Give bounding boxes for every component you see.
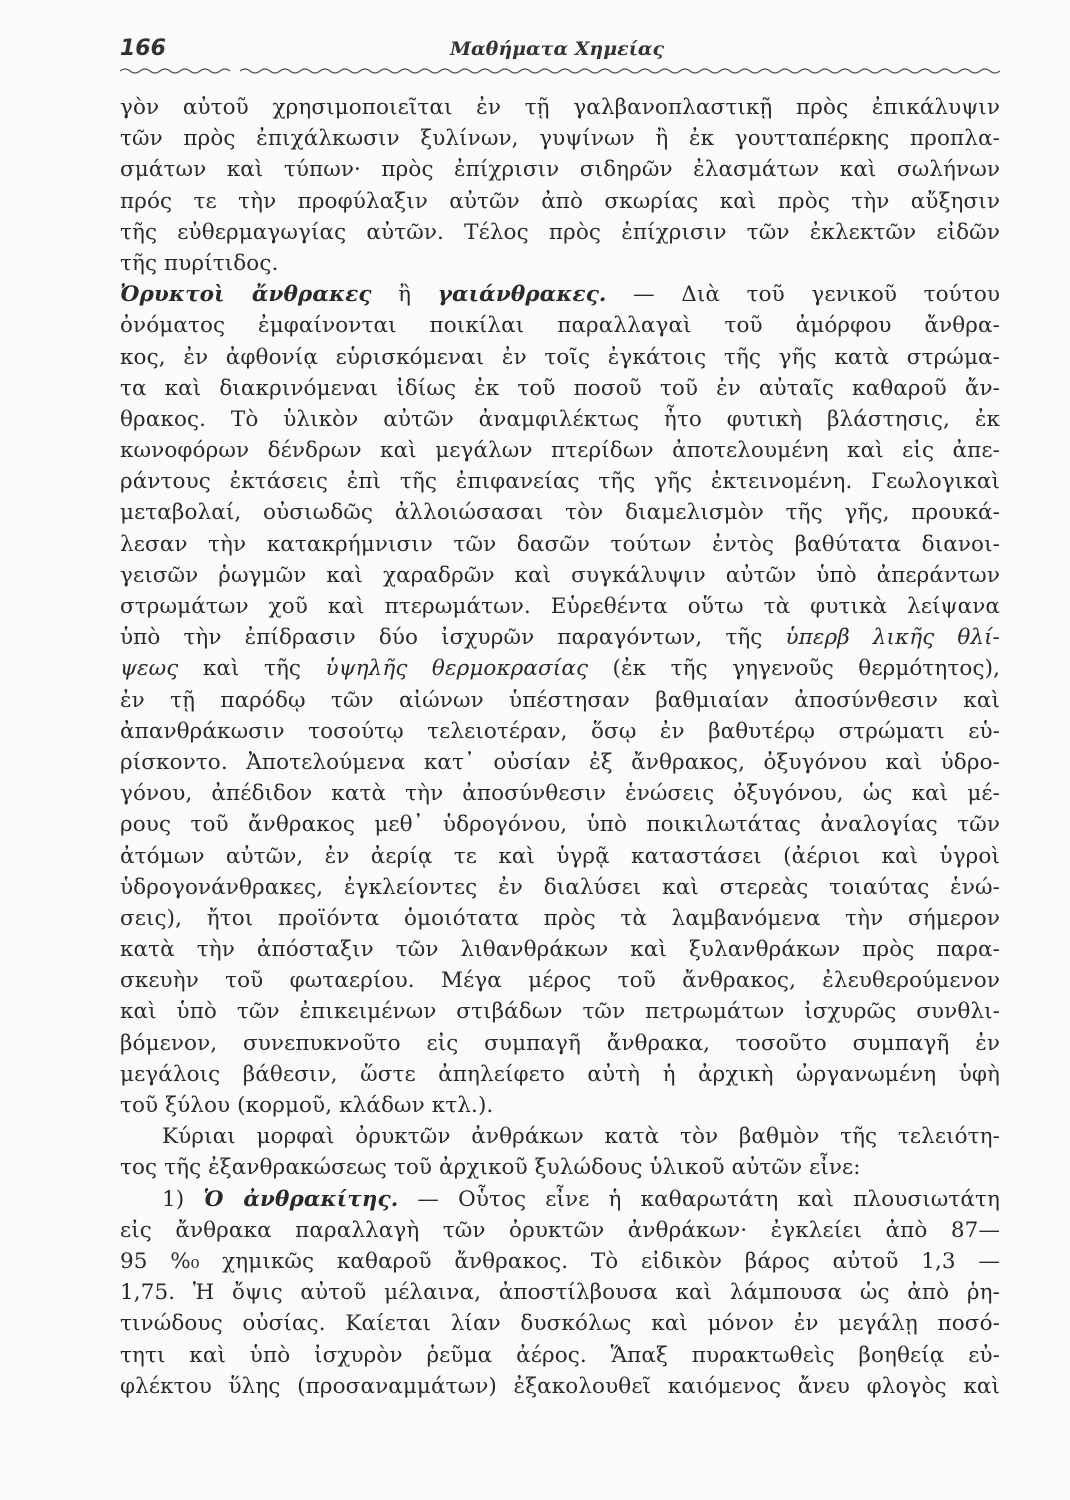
list-item-number: 1) — [162, 1186, 185, 1212]
text-line-mixed — [120, 653, 1000, 684]
text-line: σκευὴν τοῦ φωταερίου. Μέγα μέρος τοῦ ἄνθρακος, ἐλευθερούμενον — [120, 968, 1000, 994]
text-line: 1,75. Ἡ ὄψις αὐτοῦ μέλαινα, ἀποστίλβουσα καὶ λάμπουσα ὡς ἀπὸ ῥη- — [120, 1280, 1000, 1306]
italic-term: ὑψηλῆς θερμοκρασίας — [325, 656, 589, 682]
text-line: ἀτόμων αὐτῶν, ἐν ἀερίᾳ τε καὶ ὑγρᾷ καταστάσει (ἀέριοι καὶ ὑγροὶ — [120, 843, 1000, 869]
text-line: κος, ἐν ἀφθονίᾳ εὑρισκόμεναι ἐν τοῖς ἐγκάτοις τῆς γῆς κατὰ στρώμα- — [120, 344, 1000, 370]
text-line: εἰς ἄνθρακα παραλλαγὴ τῶν ὀρυκτῶν ἀνθράκων· ἐγκλείει ἀπὸ 87— — [120, 1217, 1000, 1243]
text-line: κωνοφόρων δένδρων καὶ μεγάλων πτερίδων ἀποτελουμένη καὶ εἰς ἀπε- — [120, 438, 1000, 464]
text-line: γεισῶν ῥωγμῶν καὶ χαραδρῶν καὶ συγκάλυψιν αὐτῶν ὑπὸ ἀπεράντων — [120, 562, 1000, 588]
text-line: καὶ ὑπὸ τῶν ἐπικειμένων στιβάδων τῶν πετρωμάτων ἰσχυρῶς συνθλι- — [120, 999, 1000, 1025]
page-number: 166 — [120, 36, 166, 61]
text-run: ὑπὸ τὴν ἐπίδρασιν δύο ἰσχυρῶν παραγόντων, τῆς — [120, 625, 763, 651]
text-line: τοῦ ξύλου (κορμοῦ, κλάδων κτλ.). — [120, 1093, 494, 1118]
text-line: μεγάλοις βάθεσιν, ὥστε ἀπηλείφετο αὐτὴ ἡ ἀρχικὴ ὠργανωμένη ὑφὴ — [120, 1061, 1000, 1087]
section-heading-alt: γαιάνθρακες. — [437, 282, 607, 308]
text-run: — Διὰ τοῦ γενικοῦ τούτου — [633, 282, 1001, 308]
text-run: — Οὗτος εἶνε ἡ καθαρωτάτη καὶ πλουσιωτάτη — [417, 1186, 1001, 1212]
text-line: θρακος. Τὸ ὑλικὸν αὐτῶν ἀναμφιλέκτως ἦτο φυτικὴ βλάστησις, ἐκ — [120, 406, 1000, 432]
text-line: ἐν τῇ παρόδῳ τῶν αἰώνων ὑπέστησαν βαθμιαίαν ἀποσύνθεσιν καὶ — [120, 687, 1000, 713]
text-line: βόμενον, συνεπυκνοῦτο εἰς συμπαγῆ ἄνθρακα, τοσοῦτο συμπαγῆ ἐν — [120, 1030, 1000, 1056]
header-wavy-rule — [120, 64, 1000, 78]
text-line: γὸν αὐτοῦ χρησιμοποιεῖται ἐν τῇ γαλβανοπλαστικῇ πρὸς ἐπικάλυψιν — [120, 95, 1000, 120]
italic-term: ψεως — [120, 656, 179, 682]
text-line: ρίσκοντο. Ἀποτελούμενα κατ᾽ οὐσίαν ἐξ ἄνθρακος, ὀξυγόνου καὶ ὑδρο- — [120, 749, 1000, 775]
section-heading: Ὀρυκτοὶ ἄνθρακες — [120, 282, 372, 308]
text-run: (ἐκ τῆς γηγενοῦς θερμότητος), — [612, 656, 1001, 682]
list-item-heading-line — [120, 1184, 1000, 1215]
heading-connector: ἢ — [398, 282, 412, 308]
text-line: ράντους ἐκτάσεις ἐπὶ τῆς ἐπιφανείας τῆς γῆς ἐκτεινομένη. Γεωλογικαὶ — [120, 469, 1000, 495]
text-line: Κύριαι μορφαὶ ὀρυκτῶν ἀνθράκων κατὰ τὸν βαθμὸν τῆς τελειότη- — [162, 1124, 1000, 1150]
text-line: ρους τοῦ ἄνθρακος μεθ᾽ ὑδρογόνου, ὑπὸ ποικιλωτάτας ἀναλογίας τῶν — [120, 812, 1000, 838]
text-line: τῆς πυρίτιδος. — [120, 250, 279, 276]
italic-term: ὑπερβ λικῆς θλί- — [785, 625, 1000, 651]
text-line-mixed — [120, 622, 1000, 653]
running-title: Μαθήματα Χημείας — [450, 38, 665, 60]
text-line: στρωμάτων χοῦ καὶ πτερωμάτων. Εὑρεθέντα οὕτω τὰ φυτικὰ λείψανα — [120, 594, 1000, 619]
text-line: τητι καὶ ὑπὸ ἰσχυρὸν ῥεῦμα ἀέρος. Ἅπαξ πυρακτωθεὶς βοηθείᾳ εὐ- — [120, 1342, 1000, 1368]
text-line: φλέκτου ὕλης (προσαναμμάτων) ἐξακολουθεῖ καιόμενος ἄνευ φλογὸς καὶ — [120, 1373, 1000, 1399]
text-line: πρός τε τὴν προφύλαξιν αὐτῶν ἀπὸ σκωρίας καὶ πρὸς τὴν αὔξησιν — [120, 188, 1000, 214]
text-line: τος τῆς ἐξανθρακώσεως τοῦ ἀρχικοῦ ξυλώδους ὑλικοῦ αὐτῶν εἶνε: — [120, 1155, 861, 1181]
text-line: ἀπανθράκωσιν τοσούτῳ τελειοτέραν, ὅσῳ ἐν βαθυτέρῳ στρώματι εὑ- — [120, 718, 1000, 744]
text-line: 95 %₀ χημικῶς καθαροῦ ἄνθρακος. Τὸ εἰδικὸν βάρος αὐτοῦ 1,3 — — [120, 1248, 1000, 1274]
text-line: ὀνόματος ἐμφαίνονται ποικίλαι παραλλαγαὶ τοῦ ἀμόρφου ἄνθρα- — [120, 313, 1000, 339]
text-line: μεταβολαί, οὐσιωδῶς ἀλλοιώσασαι τὸν διαμελισμὸν τῆς γῆς, προυκά- — [120, 500, 1000, 526]
list-item-heading: Ὁ ἀνθρακίτης. — [203, 1186, 399, 1212]
text-line: τα καὶ διακρινόμεναι ἰδίως ἐκ τοῦ ποσοῦ τοῦ ἐν αὐταῖς καθαροῦ ἄν- — [120, 375, 1000, 401]
text-line: τινώδους οὐσίας. Καίεται λίαν δυσκόλως καὶ μόνον ἐν μεγάλῃ ποσό- — [120, 1311, 1000, 1337]
text-line: σμάτων καὶ τύπων· πρὸς ἐπίχρισιν σιδηρῶν ἐλασμάτων καὶ σωλήνων — [120, 157, 1000, 183]
text-line: τῶν πρὸς ἐπιχάλκωσιν ξυλίνων, γυψίνων ἢ ἐκ γουτταπέρκης προπλα- — [120, 126, 1000, 152]
body-text — [120, 92, 1000, 1402]
text-run: καὶ τῆς — [202, 656, 302, 682]
text-line: λεσαν τὴν κατακρήμνισιν τῶν δασῶν τούτων ἐντὸς βαθύτατα διανοι- — [120, 531, 1000, 557]
text-line: σεις), ἤτοι προϊόντα ὁμοιότατα πρὸς τὰ λαμβανόμενα τὴν σήμερον — [120, 905, 1000, 931]
text-line: κατὰ τὴν ἀπόσταξιν τῶν λιθανθράκων καὶ ξυλανθράκων πρὸς παρα- — [120, 937, 1000, 963]
text-line: τῆς εὐθερμαγωγίας αὐτῶν. Τέλος πρὸς ἐπίχρισιν τῶν ἐκλεκτῶν εἰδῶν — [120, 219, 1000, 245]
text-line: γόνου, ἀπέδιδον κατὰ τὴν ἀποσύνθεσιν ἑνώσεις ὀξυγόνου, ὡς καὶ μέ- — [120, 781, 1000, 807]
text-line: ὑδρογονάνθρακες, ἐγκλείοντες ἐν διαλύσει καὶ στερεὰς τοιαύτας ἑνώ- — [120, 874, 1000, 900]
paragraph-heading-line — [120, 279, 1000, 310]
